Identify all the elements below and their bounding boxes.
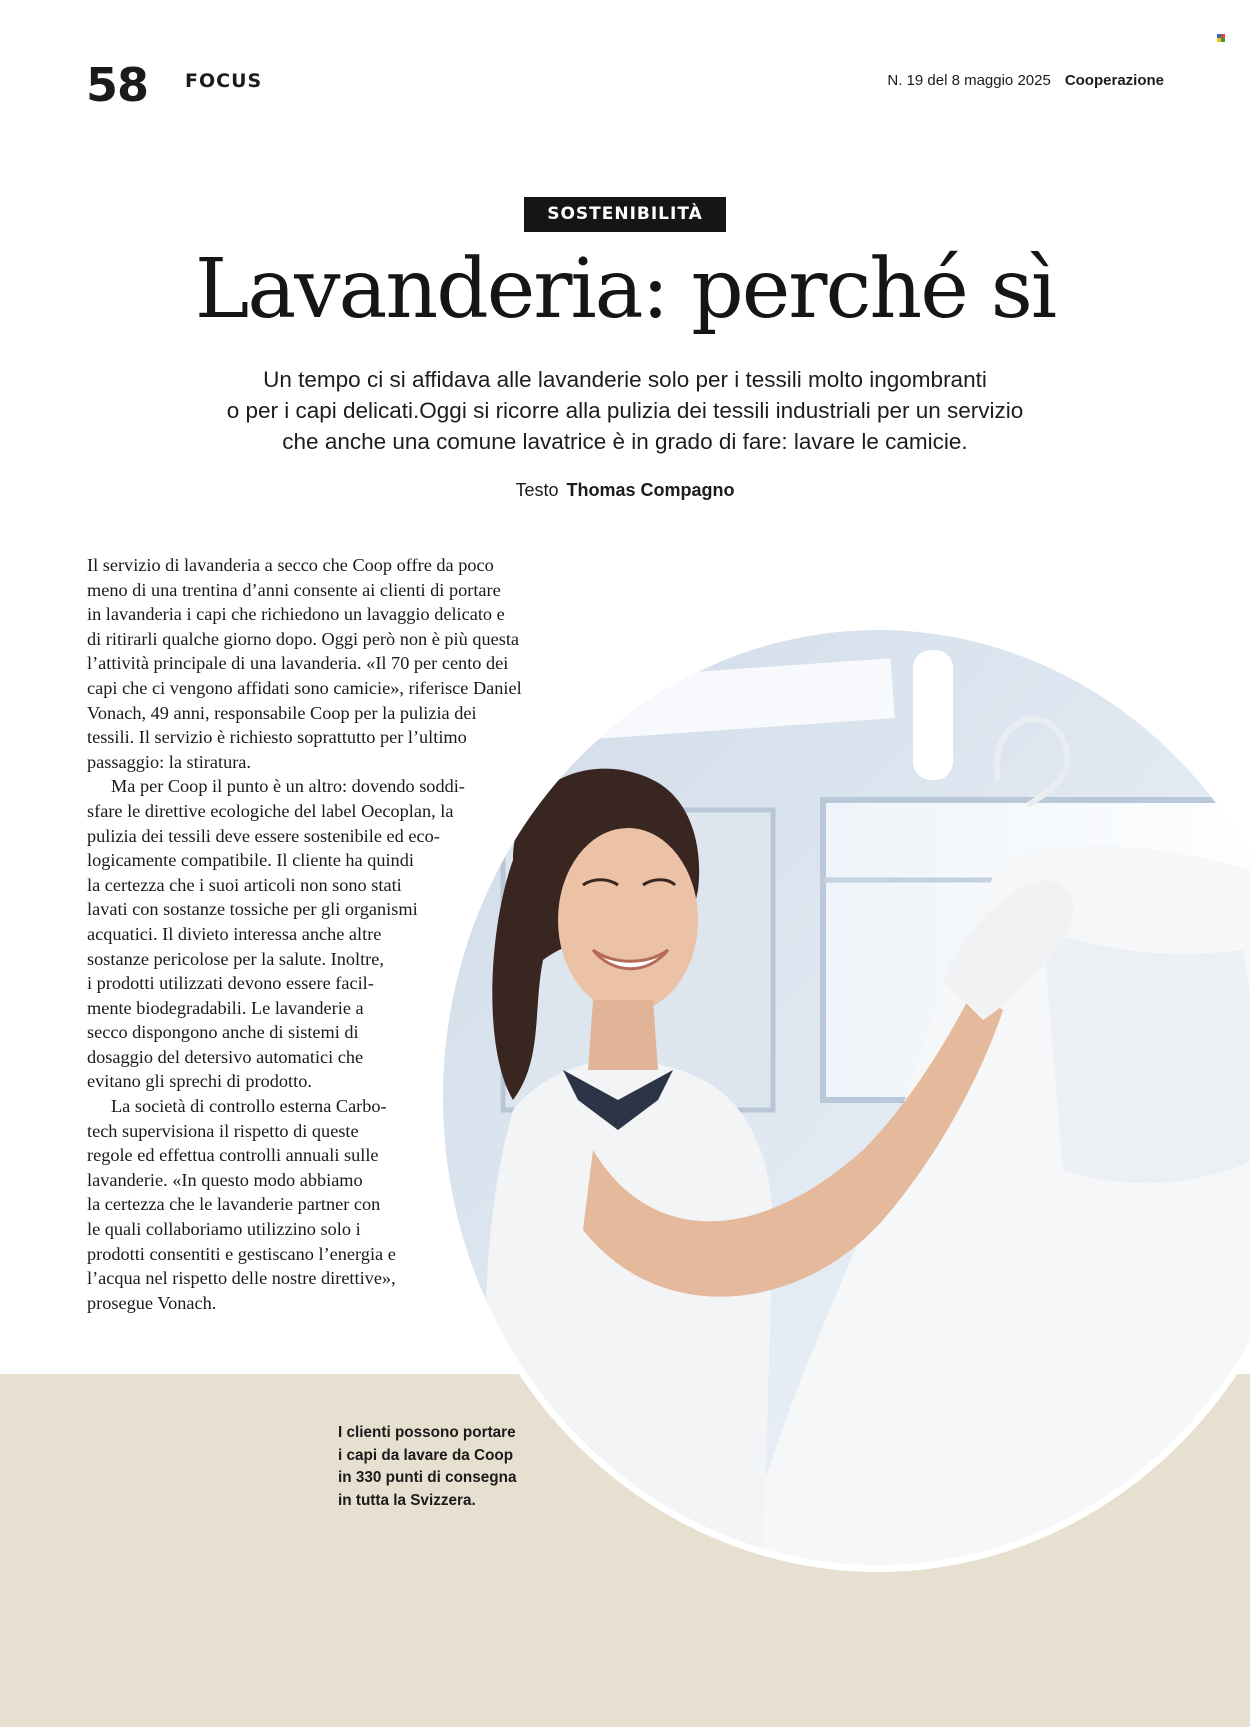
body-line: Il servizio di lavanderia a secco che Coop offre da poco [87,555,494,575]
body-line: regole ed effettua controlli annuali sulle [87,1145,379,1166]
body-line: mente biodegradabili. Le lavanderie a [87,997,364,1018]
color-registration-mark [1217,34,1225,42]
lead-line: che anche una comune lavatrice è in grado di fare: lavare le camicie. [282,429,968,454]
body-line: le quali collaboriamo utilizzino solo i [87,1219,361,1240]
body-line: evitano gli sprechi di prodotto. [87,1071,312,1092]
issue-info [887,72,1164,90]
body-line: sostanze pericolose per la salute. Inoltre, [87,948,384,969]
body-line: logicamente compatibile. Il cliente ha quindi [87,850,414,871]
magazine-name: Cooperazione [1064,72,1164,89]
body-paragraph [87,1094,522,1315]
lead-line: Un tempo ci si affidava alle lavanderie solo per i tessili molto ingombranti [263,367,987,392]
body-line: sfare le direttive ecologiche del label Oecoplan, la [87,800,454,821]
caption-line: i capi da lavare da Coop [338,1446,514,1464]
body-line: dosaggio del detersivo automatici che [87,1046,364,1067]
body-line: la certezza che le lavanderie partner con [87,1194,381,1215]
body-line: di ritirarli qualche giorno dopo. Oggi però non è più questa [87,628,520,649]
author-name: Thomas Compagno [566,480,735,500]
byline-label: Testo [515,480,559,500]
body-line: tessili. Il servizio è richiesto soprattutto per l’ultimo [87,727,467,748]
page-number: 58 [86,58,149,112]
body-line: meno di una trentina d’anni consente ai clienti di portare [87,579,501,600]
article-body [87,553,522,1315]
body-paragraph [87,553,522,774]
body-line: prodotti consentiti e gestiscano l’energia e [87,1243,396,1264]
topic-kicker: SOSTENIBILITÀ [524,197,726,232]
lead-line: o per i capi delicati.Oggi si ricorre alla pulizia dei tessili industriali per un servizio [226,398,1024,423]
body-paragraph [87,774,522,1094]
article-lead [200,364,1050,457]
body-line: Vonach, 49 anni, responsabile Coop per la pulizia dei [87,702,477,723]
body-line: pulizia dei tessili deve essere sostenibile ed eco- [87,825,440,846]
photo-caption [338,1422,538,1512]
caption-line: I clienti possono portare [338,1424,516,1441]
byline [0,480,1250,502]
body-line: l’acqua nel rispetto delle nostre direttive», [87,1268,396,1289]
body-line: capi che ci vengono affidati sono camicie», riferisce Daniel [87,677,522,698]
body-line: acquatici. Il divieto interessa anche altre [87,923,382,944]
body-line: lavanderie. «In questo modo abbiamo [87,1169,363,1190]
body-line: La società di controllo esterna Carbo- [111,1096,387,1117]
body-line: i prodotti utilizzati devono essere facil- [87,973,374,994]
body-line: prosegue Vonach. [87,1292,217,1313]
section-label: FOCUS [185,70,263,92]
body-line: secco dispongono anche di sistemi di [87,1022,359,1043]
body-line: lavati con sostanze tossiche per gli organismi [87,899,418,920]
body-line: in lavanderia i capi che richiedono un lavaggio delicato e [87,604,505,625]
issue-date: N. 19 del 8 maggio 2025 [887,72,1051,89]
body-line: Ma per Coop il punto è un altro: dovendo soddi- [111,776,465,797]
body-line: la certezza che i suoi articoli non sono stati [87,874,402,895]
article-title: Lavanderia: perché sì [194,242,1056,337]
body-line: tech supervisiona il rispetto di queste [87,1120,359,1141]
body-line: l’attività principale di una lavanderia. «Il 70 per cento dei [87,653,509,674]
caption-line: in tutta la Svizzera. [338,1491,476,1509]
caption-line: in 330 punti di consegna [338,1469,517,1486]
body-line: passaggio: la stiratura. [87,751,251,772]
